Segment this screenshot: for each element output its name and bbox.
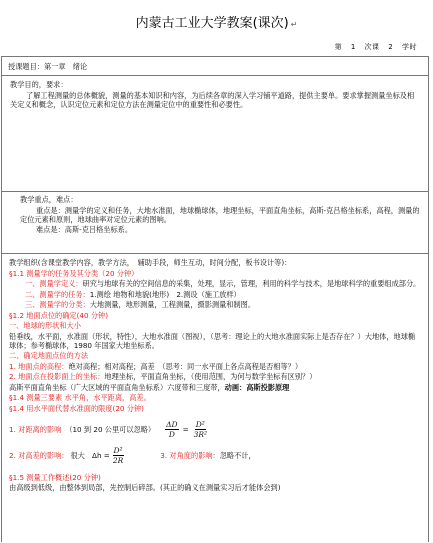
distance-effect-line[interactable]: 1. 对距离的影响 （10 到 20 公里可以忽略） $\frac{\Delta D}{D}$ = $\frac{\text{D²}}{\text{3R²}}$ — [9, 419, 208, 439]
survey-definition[interactable]: 一、测量学定义：研究与地球有关的空间信息的采集，处理，显示，管理，利用的科学与技术，是地球科学的重要组成部分。 — [25, 279, 421, 288]
earth-shape-body[interactable]: 铅垂线，水平面，水准面（形状，特性），大地水准面（图视），（思考：理论上的大地水准面实际上是否存在？）大地体，地球椭球体；参考椭球体，1980 年国家大地坐标系。 — [9, 331, 416, 350]
document-title: 内蒙古工业大学教案(课次) ↵ — [135, 16, 298, 31]
goals-body[interactable]: 了解工程测量的总体概貌，测量的基本知识和内容，为后续各章的深入学习铺平道路，提供主要单。要求掌握测量坐标及相关定义和概念，认识定位元素和定位方法在测量定位中的重要性和必要性。 — [10, 90, 415, 109]
coordinate-item[interactable]: 2. 地面点在投影面上的坐标：地理坐标，平面直角坐标，（使用范围，为何与数学坐标有区别？） — [9, 372, 317, 381]
goals-heading[interactable]: 教学目的，要求： — [10, 80, 68, 89]
organization-row — [2, 254, 428, 543]
lesson-meta: 第 1 次课 2 学时 — [334, 43, 417, 51]
gauss-animation-label: 动画：高斯投影原理 — [224, 382, 290, 392]
point-method-heading[interactable]: 二、确定地面点位的方法 — [9, 351, 89, 360]
topic-text[interactable]: 授课题目：第一章 绪论 — [8, 62, 88, 71]
earth-shape-heading[interactable]: 一、地球的形状和大小 — [9, 321, 81, 330]
survey-tasks[interactable]: 二、测量学的任务：1.测绘 地物和地貌(地形) 2.测设（施工放样） — [25, 289, 241, 299]
keys-heading[interactable]: 教学重点，难点： — [20, 195, 78, 204]
keys-row — [2, 192, 428, 254]
organization-heading[interactable]: 教学组织(含课堂教学内容，教学方法， 辅助手段，师生互动，时间分配，板书设计等)： — [9, 258, 292, 267]
height-formula-fraction: $\frac{\text{D²}}{2R}$ — [112, 445, 124, 465]
topic-row — [2, 57, 428, 76]
distance-formula-fraction: $\frac{\text{D²}}{\text{3R²}}$ — [193, 419, 208, 439]
section-1-2-heading[interactable]: §1.2 地面点位的确定(40 分钟) — [9, 310, 109, 320]
section-1-5-heading[interactable]: §1.5 测量工作概述(20 分钟) — [9, 472, 101, 482]
gauss-coordinate-item[interactable]: 高斯平面直角坐标（广大区域的平面直角坐标系）六度带和三度带，动画：高斯投影原理 — [9, 382, 290, 392]
paragraph-mark: ↵ — [290, 20, 298, 29]
height-angle-effect-line[interactable]: 2. 对高差的影响： 很大 Δh = $\frac{\text{D²}}{2R}$ 3. 对角度的影响： 忽略不计， — [9, 445, 256, 465]
elevation-item[interactable]: 1. 地面点的高程：绝对高程；相对高程；高差 （思考：同一水平面上各点高程是否相等？） — [9, 361, 303, 371]
lesson-plan-table — [1, 56, 429, 542]
section-1-4-heading[interactable]: §1.4 用水平面代替水准面的限度(20 分钟) — [9, 403, 144, 413]
survey-categories[interactable]: 三、测量学的分类：大地测量，地形测量，工程测量，摄影测量和制图。 — [25, 300, 256, 309]
section-three-elements[interactable]: §1.4 测量三要素 水平角，水平距离，高差。 — [9, 393, 151, 402]
key-points[interactable]: 重点是：测量学的定义和任务，大地水准面，地球椭球体，地理坐标，平面直角坐标，高斯-克吕格坐标系，高程，测量的定位元素和原则，地球曲率对定位元素的图响。 — [20, 205, 420, 224]
section-1-5-body[interactable]: 由高级到低级，由整体到局部，先控制后碎部。(其正的确义在测量实习后才能体会到) — [9, 483, 281, 492]
distance-ratio-fraction: $\frac{\Delta D}{D}$ — [166, 419, 178, 439]
goals-row — [2, 76, 428, 192]
section-1-1-heading[interactable]: §1.1 测量学的任务及其分类（20 分钟） — [9, 268, 139, 278]
difficult-points[interactable]: 难点是：高斯-克吕格坐标系。 — [36, 225, 133, 234]
